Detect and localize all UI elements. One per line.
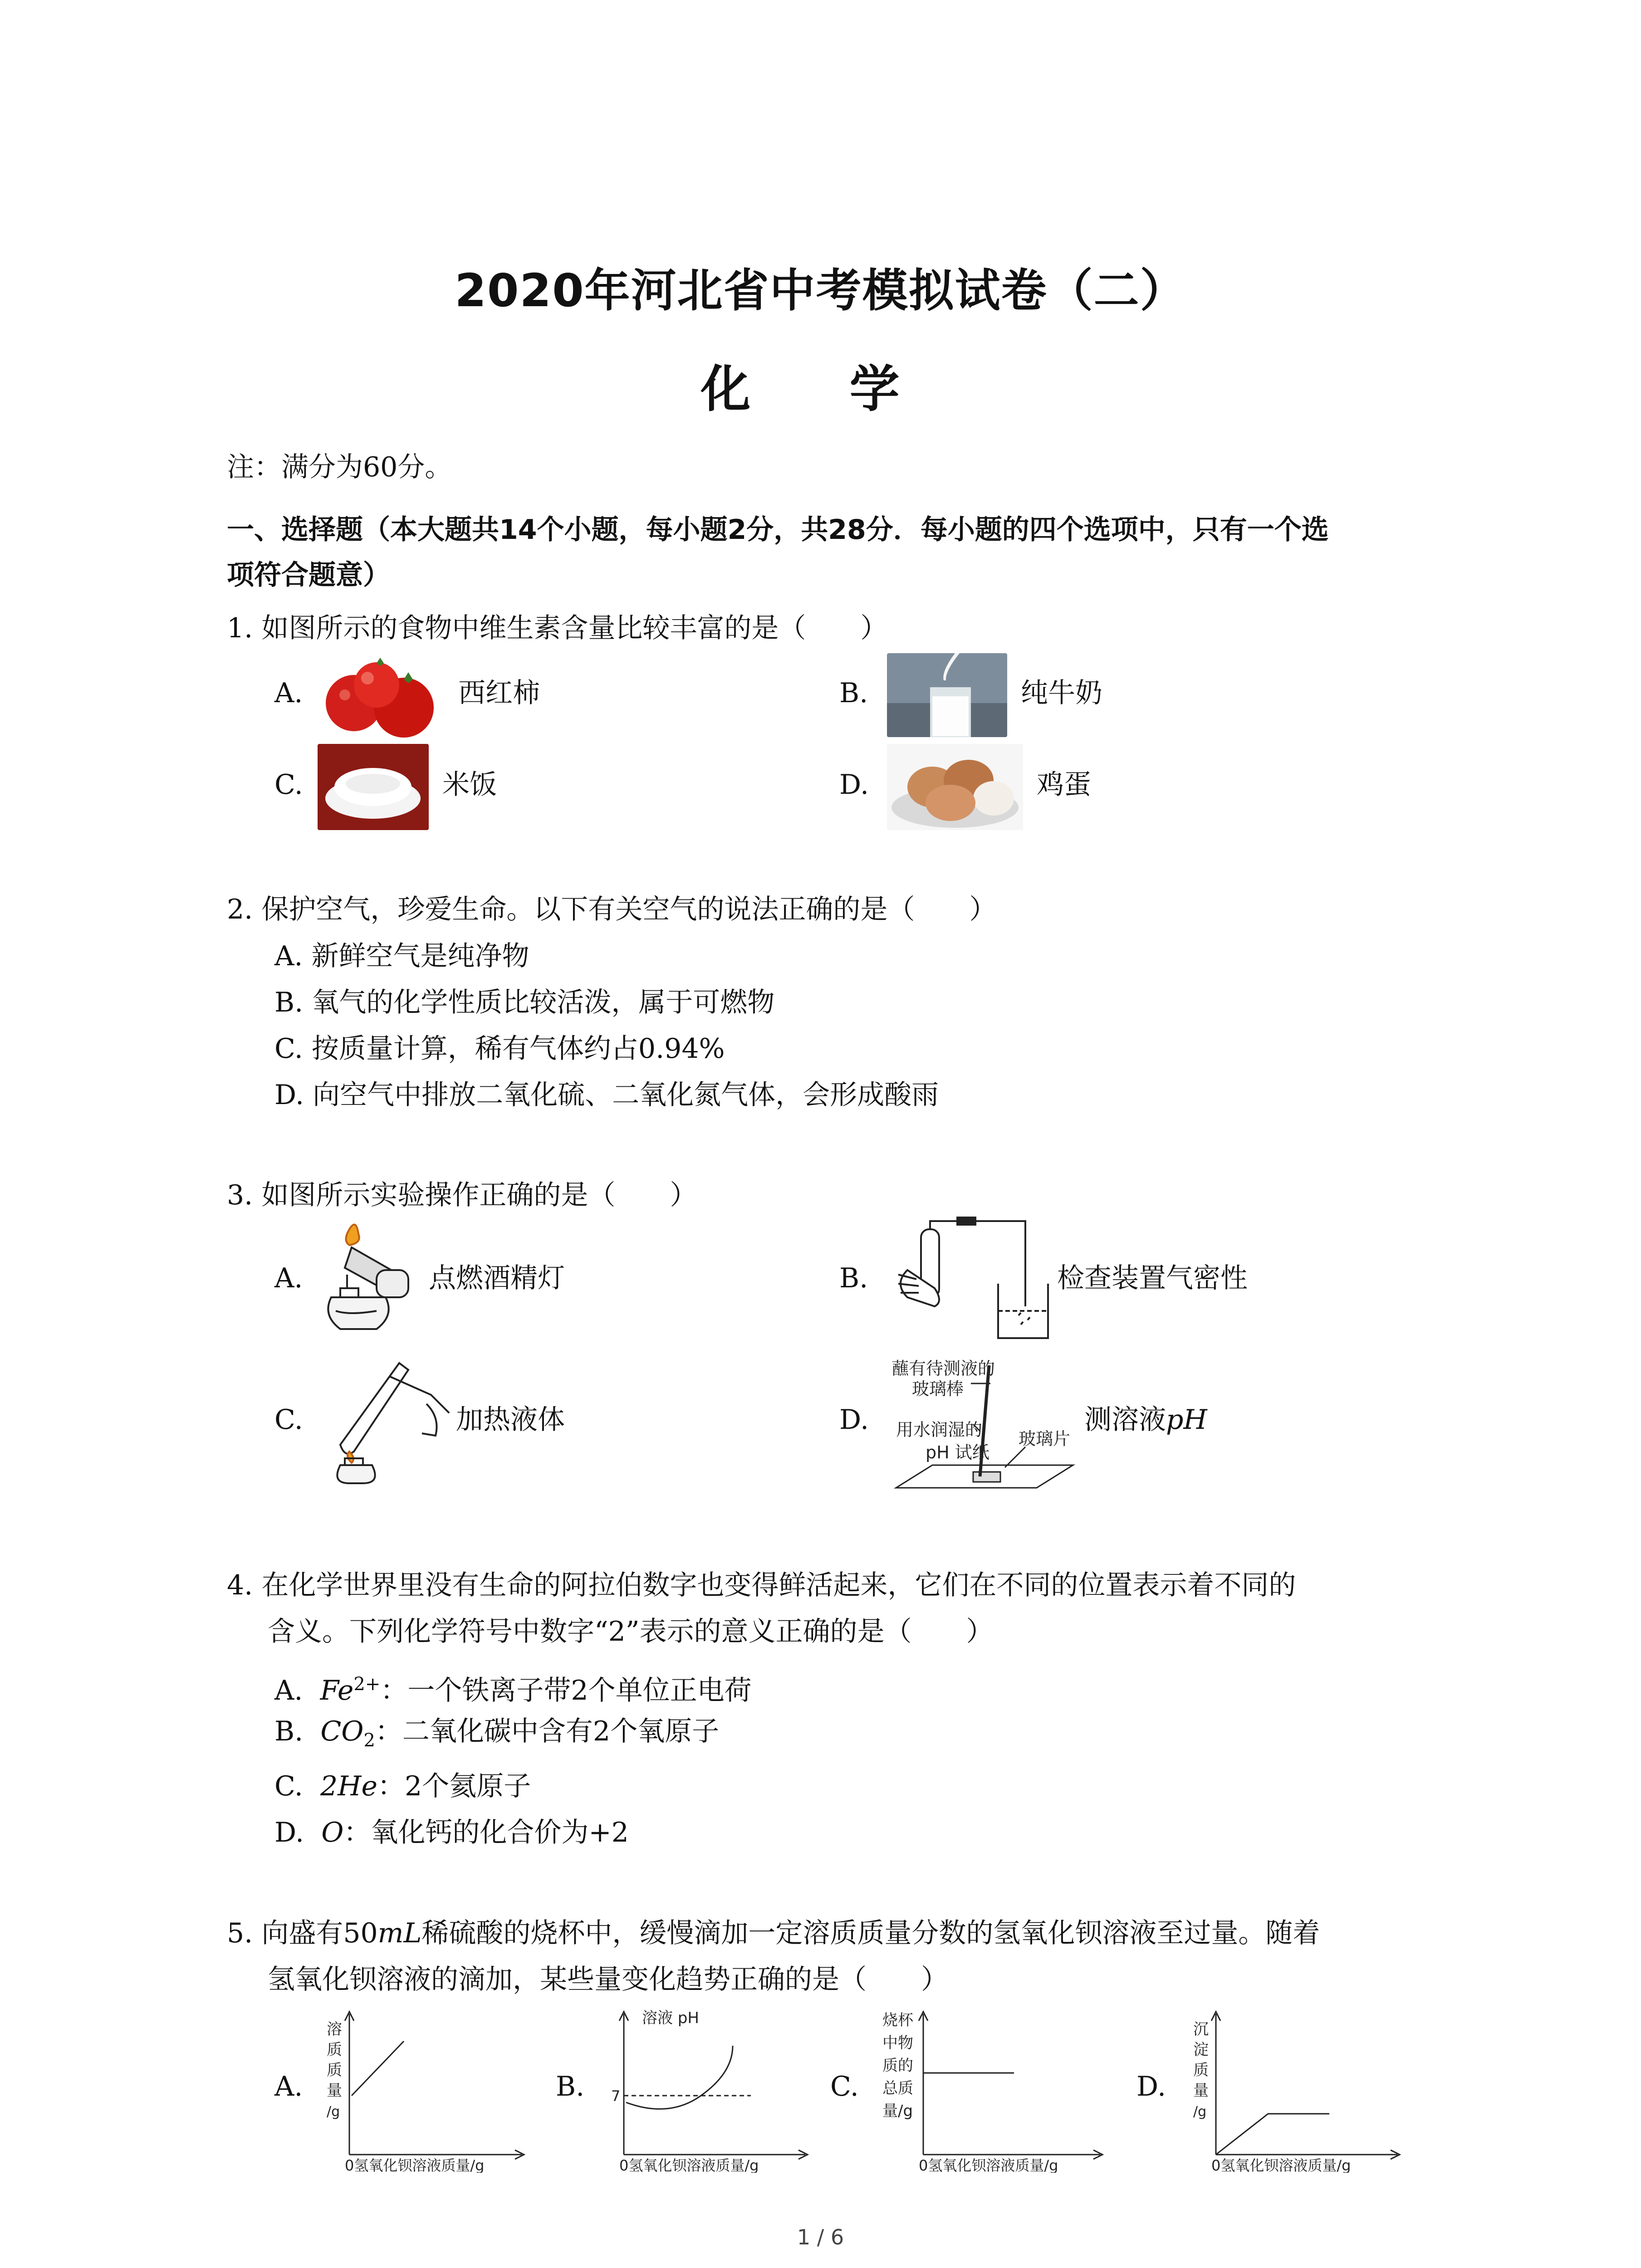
q5-option-a-letter: A.	[274, 2071, 303, 2102]
ph-label-paper-line1: 用水润湿的	[896, 1420, 983, 1440]
q5-graph-b-tick: 7	[611, 2087, 621, 2105]
q2-option-a: A. 新鲜空气是纯净物	[274, 940, 529, 972]
q5-stem-a: 5. 向盛有50	[227, 1917, 378, 1949]
section-heading: 一、选择题（本大题共14个小题，每小题2分，共28分．每小题的四个选项中，只有一个选	[227, 514, 1329, 546]
q4-option-c	[274, 1768, 531, 1804]
q5-option-c-letter: C.	[830, 2071, 859, 2102]
rice-image	[318, 744, 429, 830]
q5-graph-a-y5: /g	[327, 2104, 340, 2120]
q3-option-d-letter: D.	[839, 1404, 869, 1436]
q5-graph-d-y2: 淀	[1193, 2041, 1209, 2059]
question-2-stem: 2. 保护空气，珍爱生命。以下有关空气的说法正确的是（ ）	[227, 894, 997, 925]
q5-graph-a	[318, 2005, 531, 2173]
q4-option-a-letter: A.	[274, 1675, 303, 1706]
q1-option-a-text: 西红柿	[458, 677, 540, 709]
egg-image	[887, 744, 1023, 830]
q4-option-a-sup: 2+	[353, 1674, 381, 1695]
airtightness-check-diagram	[889, 1216, 1053, 1343]
q3-option-c-letter: C.	[274, 1404, 303, 1436]
q3-option-d-label: 测溶液	[1084, 1404, 1166, 1436]
q4-option-b-sub: 2	[363, 1730, 375, 1751]
q5-graph-a-y3: 质	[327, 2061, 342, 2079]
q5-stem-unit: mL	[377, 1917, 422, 1949]
q5-graph-d-y5: /g	[1193, 2104, 1207, 2120]
q5-graph-a-y4: 量	[327, 2082, 342, 2100]
q4-option-c-formula: 2He	[320, 1770, 378, 1802]
score-note: 注：满分为60分。	[227, 451, 452, 483]
q5-option-b-letter: B.	[556, 2071, 585, 2102]
q4-option-d-letter: D.	[274, 1817, 304, 1848]
q5-option-d-letter: D.	[1136, 2071, 1166, 2102]
q5-graph-d-y3: 质	[1193, 2061, 1209, 2079]
milk-image	[887, 653, 1007, 737]
q4-option-a-formula: Fe	[320, 1675, 354, 1706]
ph-label-rod-line2: 玻璃棒	[912, 1379, 964, 1399]
question-5-stem-line1	[227, 1915, 1320, 1951]
q5-graph-c-y3: 质的	[882, 2057, 913, 2075]
q3-option-c-text: 加热液体	[456, 1404, 565, 1436]
q2-option-b: B. 氧气的化学性质比较活泼，属于可燃物	[274, 987, 775, 1018]
q3-option-a-text: 点燃酒精灯	[429, 1262, 565, 1294]
question-3-stem: 3. 如图所示实验操作正确的是（ ）	[227, 1179, 697, 1211]
section-heading-cont: 项符合题意）	[227, 559, 390, 591]
q5-stem-b: 稀硫酸的烧杯中，缓慢滴加一定溶质质量分数的氢氧化钡溶液至过量。随着	[421, 1917, 1320, 1949]
ph-label-glass: 玻璃片	[1019, 1429, 1071, 1449]
q1-option-a-letter: A.	[274, 677, 303, 709]
q4-option-a-text: ：一个铁离子带2个单位正电荷	[380, 1675, 752, 1706]
q4-option-b	[274, 1713, 719, 1759]
q4-option-d-formula: O	[321, 1817, 344, 1848]
question-5-stem-line2: 氢氧化钡溶液的滴加，某些量变化趋势正确的是（ ）	[268, 1964, 948, 1995]
q5-graph-d	[1180, 2005, 1406, 2173]
q3-option-a-letter: A.	[274, 1262, 303, 1294]
q1-option-c-letter: C.	[274, 769, 303, 801]
q5-graph-c	[873, 2005, 1109, 2173]
q1-option-d-letter: D.	[839, 769, 869, 801]
heating-liquid-diagram	[313, 1354, 458, 1486]
q1-option-d-text: 鸡蛋	[1037, 769, 1091, 801]
q5-graph-c-x: 0氢氧化钡溶液质量/g	[919, 2157, 1058, 2173]
question-1-stem: 1. 如图所示的食物中维生素含量比较丰富的是（ ）	[227, 612, 888, 644]
q4-option-b-text: ：二氧化碳中含有2个氧原子	[375, 1716, 720, 1747]
q4-option-d-text: ：氧化钙的化合价为+2	[343, 1817, 629, 1848]
q5-graph-a-x: 0氢氧化钡溶液质量/g	[345, 2157, 485, 2173]
q4-option-b-letter: B.	[274, 1716, 304, 1747]
q3-option-b-letter: B.	[839, 1262, 868, 1294]
q5-graph-c-y5: 量/g	[882, 2102, 913, 2120]
q4-option-b-formula: CO	[320, 1716, 364, 1747]
q4-option-d	[274, 1814, 629, 1851]
q5-graph-d-y1: 沉	[1193, 2020, 1209, 2038]
subject-title: 化 学	[700, 360, 941, 418]
alcohol-lamp-diagram	[313, 1220, 431, 1338]
q5-graph-c-y1: 烧杯	[882, 2011, 913, 2029]
q5-graph-d-y4: 量	[1193, 2082, 1209, 2100]
q3-option-d-ph: pH	[1166, 1404, 1207, 1436]
q5-graph-c-y4: 总质	[882, 2079, 913, 2097]
q5-graph-a-y2: 质	[327, 2041, 342, 2059]
q2-option-d: D. 向空气中排放二氧化硫、二氧化氮气体，会形成酸雨	[274, 1079, 939, 1111]
q4-option-c-letter: C.	[274, 1770, 303, 1802]
q2-option-c: C. 按质量计算，稀有气体约占0.94%	[274, 1033, 725, 1065]
q5-graph-d-x: 0氢氧化钡溶液质量/g	[1211, 2157, 1351, 2173]
q5-graph-b-x: 0氢氧化钡溶液质量/g	[619, 2157, 759, 2173]
tomato-image	[318, 653, 445, 739]
question-4-stem-line1: 4. 在化学世界里没有生命的阿拉伯数字也变得鲜活起来，它们在不同的位置表示着不同的	[227, 1569, 1296, 1601]
page-number: 1 / 6	[797, 2225, 844, 2249]
q4-option-c-text: ：2个氦原子	[377, 1770, 531, 1802]
q1-option-b-text: 纯牛奶	[1021, 677, 1102, 709]
q3-option-d-text	[1084, 1402, 1207, 1438]
q5-graph-c-y2: 中物	[882, 2034, 913, 2052]
ph-label-rod-line1: 蘸有待测液的	[892, 1359, 995, 1378]
q5-graph-a-y1: 溶	[327, 2020, 342, 2038]
q4-option-a	[274, 1666, 752, 1709]
q5-graph-b	[601, 2005, 814, 2173]
q5-graph-b-y: 溶液 pH	[642, 2009, 699, 2027]
question-4-stem-line2: 含义。下列化学符号中数字“2”表示的意义正确的是（ ）	[268, 1616, 994, 1647]
ph-label-paper-line2: pH 试纸	[926, 1442, 989, 1462]
q1-option-c-text: 米饭	[442, 769, 497, 801]
page-title: 2020年河北省中考模拟试卷（二）	[455, 264, 1186, 317]
ph-test-diagram	[882, 1352, 1087, 1501]
q1-option-b-letter: B.	[839, 677, 868, 709]
q3-option-b-text: 检查装置气密性	[1057, 1262, 1248, 1294]
